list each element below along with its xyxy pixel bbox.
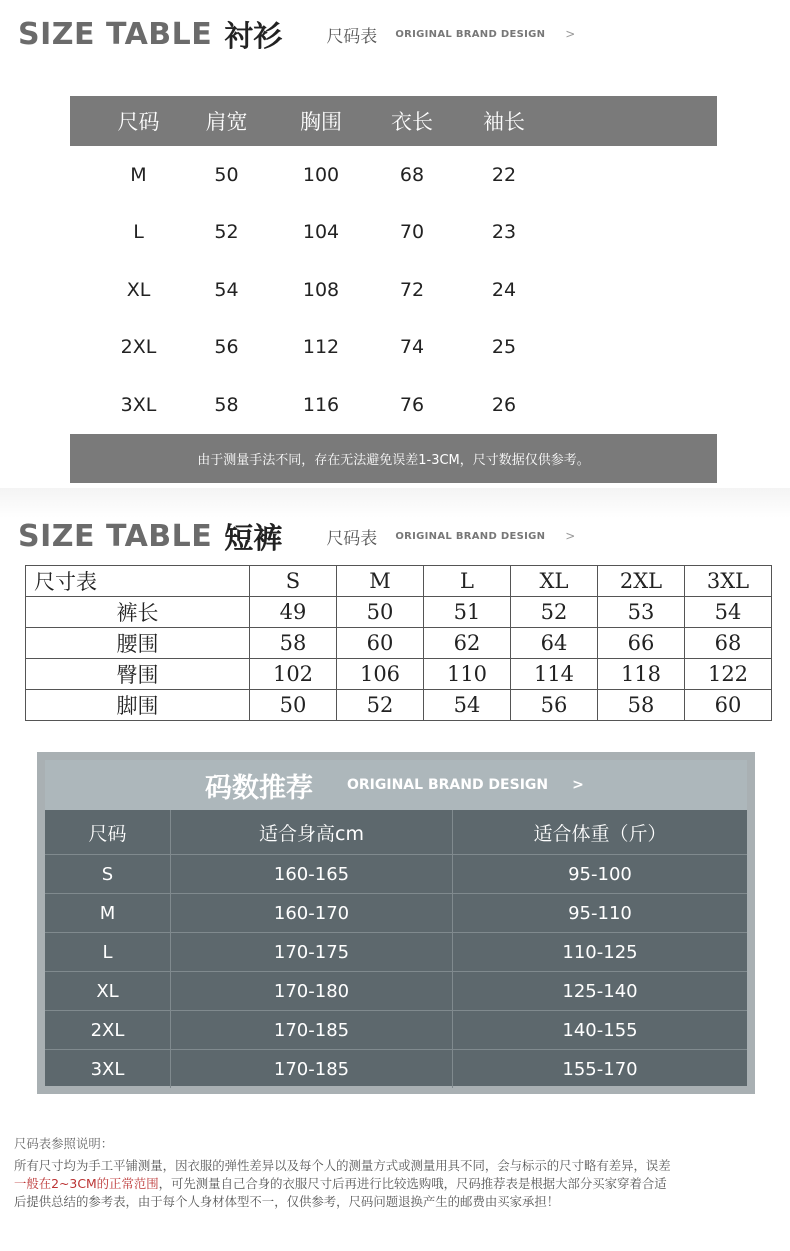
header-cell: L <box>424 566 511 597</box>
shirt-size-table <box>70 96 717 468</box>
table-cell: 95-100 <box>568 863 632 885</box>
header-cell: 尺码 <box>117 110 160 134</box>
table-row <box>70 146 717 204</box>
chevron-right-icon: > <box>572 777 584 793</box>
table-cell: L <box>133 221 144 244</box>
table-cell: 54 <box>424 690 511 721</box>
table-cell: XL <box>126 278 151 301</box>
section1-brand: ORIGINAL BRAND DESIGN <box>395 28 546 40</box>
table-cell: 66 <box>598 628 685 659</box>
section2-title-cn: 短裤 <box>224 520 283 555</box>
table-row <box>45 1050 747 1088</box>
table-row <box>26 690 772 721</box>
table-cell: 58 <box>250 628 337 659</box>
table-cell: 2XL <box>45 1011 171 1049</box>
chevron-right-icon: > <box>565 27 576 41</box>
header-cell: 适合身高cm <box>171 810 453 854</box>
header-cell: 胸围 <box>300 110 342 134</box>
shirt-table-header <box>70 96 717 146</box>
table-cell: 106 <box>337 659 424 690</box>
table-cell: 3XL <box>45 1050 171 1088</box>
table-cell: XL <box>45 972 171 1010</box>
header-cell: 尺码 <box>45 810 171 854</box>
table-cell: 112 <box>302 336 340 359</box>
table-cell: 49 <box>250 597 337 628</box>
table-cell: 170-175 <box>171 933 453 971</box>
table-cell: 22 <box>491 163 517 186</box>
table-row <box>45 855 747 894</box>
table-cell: 110 <box>424 659 511 690</box>
table-cell: 60 <box>685 690 772 721</box>
table-cell: 64 <box>511 628 598 659</box>
table-cell: 140-155 <box>562 1019 638 1041</box>
recommendation-inner <box>45 760 747 1086</box>
section1-header <box>18 14 575 54</box>
table-cell: S <box>45 855 171 893</box>
table-cell: 72 <box>399 278 425 301</box>
header-cell: 肩宽 <box>205 110 248 134</box>
table-cell: 26 <box>491 393 517 416</box>
table-cell: 68 <box>685 628 772 659</box>
table-cell: 70 <box>399 221 425 244</box>
table-cell: 108 <box>302 278 340 301</box>
table-cell: 23 <box>491 221 517 244</box>
table-cell: 52 <box>511 597 598 628</box>
table-cell: M <box>45 894 171 932</box>
recommendation-brand: ORIGINAL BRAND DESIGN <box>347 777 549 793</box>
table-cell: 76 <box>399 393 425 416</box>
table-cell: 52 <box>337 690 424 721</box>
table-cell: 102 <box>250 659 337 690</box>
notes-title: 尺码表参照说明： <box>14 1136 114 1151</box>
table-cell: 114 <box>511 659 598 690</box>
table-row <box>70 319 717 377</box>
section2-subtitle: 尺码表 <box>326 528 378 549</box>
table-cell: 160-165 <box>171 855 453 893</box>
recommendation-table <box>45 810 747 1088</box>
recommendation-title: 码数推荐 <box>205 772 313 804</box>
section2-brand: ORIGINAL BRAND DESIGN <box>395 530 546 542</box>
table-cell: 50 <box>337 597 424 628</box>
table-cell: 腰围 <box>26 628 250 659</box>
table-row <box>70 261 717 319</box>
table-cell: 155-170 <box>562 1058 638 1080</box>
table-header-row <box>45 810 747 855</box>
header-cell: XL <box>511 566 598 597</box>
size-recommendation-panel <box>37 752 755 1094</box>
table-cell: 170-185 <box>171 1011 453 1049</box>
notes-highlight: 一般在2~3CM的正常范围 <box>14 1176 159 1191</box>
table-cell: 170-180 <box>171 972 453 1010</box>
table-row <box>70 204 717 262</box>
table-cell: 110-125 <box>562 941 638 963</box>
notes-line <box>14 1175 778 1193</box>
header-cell: 3XL <box>685 566 772 597</box>
table-row <box>70 376 717 434</box>
table-cell: 3XL <box>120 393 157 416</box>
table-row <box>45 933 747 972</box>
table-cell: 臀围 <box>26 659 250 690</box>
table-cell: 125-140 <box>562 980 638 1002</box>
header-cell: 袖长 <box>483 110 525 134</box>
notes-line: 所有尺寸均为手工平铺测量，因衣服的弹性差异以及每个人的测量方式或测量用具不同，会与标示的尺寸略有差异，误差 <box>14 1158 671 1173</box>
table-cell: 56 <box>214 336 239 359</box>
section2-title-en: SIZE TABLE <box>18 518 213 554</box>
table-cell: 2XL <box>120 336 157 359</box>
section1-subtitle: 尺码表 <box>326 26 378 47</box>
table-cell: 58 <box>214 393 239 416</box>
table-cell: 104 <box>302 221 340 244</box>
header-cell: 衣长 <box>391 110 433 134</box>
table-header-row <box>26 566 772 597</box>
section2-header <box>18 516 575 556</box>
table-cell: 53 <box>598 597 685 628</box>
table-cell: 58 <box>598 690 685 721</box>
header-cell: M <box>337 566 424 597</box>
table-cell: 122 <box>685 659 772 690</box>
table-row <box>26 659 772 690</box>
table-cell: 56 <box>511 690 598 721</box>
table-cell: 25 <box>491 336 517 359</box>
table-cell: 50 <box>250 690 337 721</box>
table-cell: 54 <box>685 597 772 628</box>
table-cell: 50 <box>214 163 239 186</box>
section1-title-en: SIZE TABLE <box>18 16 213 52</box>
header-cell: S <box>250 566 337 597</box>
header-cell: 2XL <box>598 566 685 597</box>
table-cell: 24 <box>491 278 517 301</box>
table-cell: 74 <box>399 336 425 359</box>
shorts-size-table <box>25 565 772 721</box>
table-cell: 52 <box>214 221 239 244</box>
table-cell: 裤长 <box>26 597 250 628</box>
notes-line: 后提供总结的参考表，由于每个人身材体型不一，仅供参考，尺码问题退换产生的邮费由买家承担！ <box>14 1194 560 1209</box>
table-cell: 118 <box>598 659 685 690</box>
table-row <box>26 628 772 659</box>
table-cell: 60 <box>337 628 424 659</box>
table-cell: L <box>45 933 171 971</box>
table-cell: 68 <box>399 163 425 186</box>
table-cell: 51 <box>424 597 511 628</box>
table-row <box>45 972 747 1011</box>
table-cell: 脚围 <box>26 690 250 721</box>
recommendation-title-bar <box>45 760 747 810</box>
table-cell: 95-110 <box>568 902 632 924</box>
table-cell: 160-170 <box>171 894 453 932</box>
header-cell: 尺寸表 <box>26 566 250 597</box>
table-cell: 116 <box>302 393 340 416</box>
table-cell: 54 <box>214 278 239 301</box>
measurement-note: 由于测量手法不同，存在无法避免误差1-3CM，尺寸数据仅供参考。 <box>70 434 717 483</box>
section1-title-cn: 衬衫 <box>224 18 283 53</box>
notes-text: ，可先测量自己合身的衣服尺寸后再进行比较选购哦，尺码推荐表是根据大部分买家穿着合适 <box>158 1176 667 1191</box>
section-divider <box>0 488 790 518</box>
header-cell: 适合体重（斤） <box>533 822 667 845</box>
table-row <box>45 1011 747 1050</box>
table-row <box>26 597 772 628</box>
size-notes <box>14 1135 778 1211</box>
chevron-right-icon: > <box>565 529 576 543</box>
table-cell: M <box>130 163 147 186</box>
table-cell: 62 <box>424 628 511 659</box>
table-cell: 100 <box>302 163 340 186</box>
table-cell: 170-185 <box>171 1050 453 1088</box>
table-row <box>45 894 747 933</box>
